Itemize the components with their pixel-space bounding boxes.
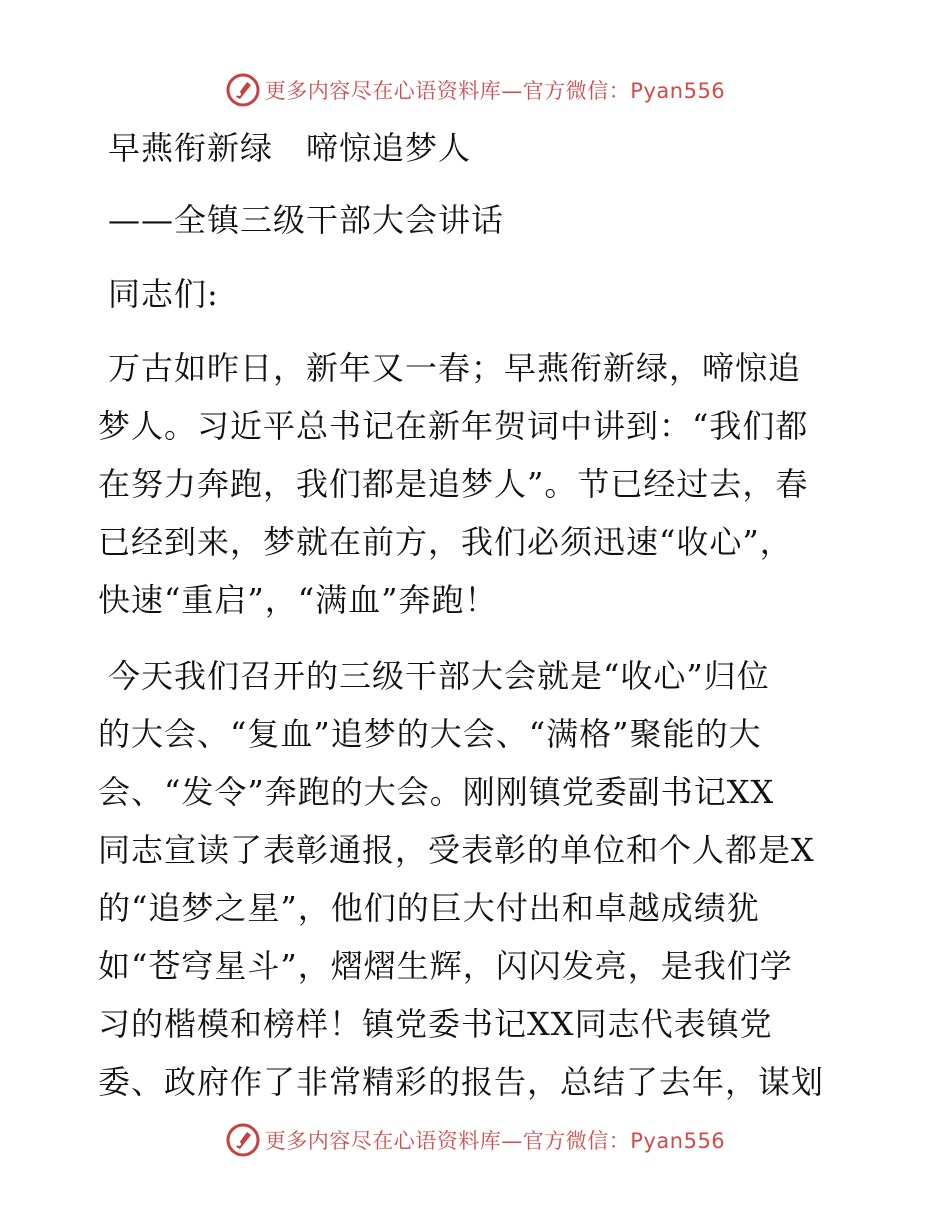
salutation: 同志们: [108, 275, 219, 313]
paragraph-line: 的大会、“复血”追梦的大会、“满格”聚能的大 [98, 715, 762, 753]
paragraph-line: 在努力奔跑，我们都是追梦人”。节已经过去，春 [98, 465, 809, 503]
watermark-text: 更多内容尽在心语资料库—官方微信：Pyan556 [264, 79, 726, 103]
quill-logo-icon [225, 72, 261, 108]
quill-logo-icon [225, 1122, 261, 1158]
paragraph-line: 已经到来，梦就在前方，我们必须迅速“收心”， [98, 523, 793, 561]
watermark-footer [0, 1120, 950, 1160]
paragraph-line: 同志宣读了表彰通报，受表彰的单位和个人都是X [98, 831, 815, 869]
document-subtitle: ——全镇三级干部大会讲话 [108, 201, 505, 239]
paragraph-line: 委、政府作了非常精彩的报告，总结了去年，谋划 [98, 1063, 825, 1101]
paragraph-line: 习的楷模和榜样！镇党委书记XX同志代表镇党 [98, 1005, 773, 1043]
paragraph-line: 快速“重启”，“满血”奔跑！ [98, 581, 498, 619]
watermark-text: 更多内容尽在心语资料库—官方微信：Pyan556 [264, 1129, 726, 1153]
paragraph-line: 今天我们召开的三级干部大会就是“收心”归位 [108, 657, 770, 695]
paragraph-line: 的“追梦之星”，他们的巨大付出和卓越成绩犹 [98, 889, 760, 927]
paragraph-line: 梦人。习近平总书记在新年贺词中讲到：“我们都 [98, 407, 809, 445]
watermark-header [0, 70, 950, 110]
paragraph-line: 万古如昨日，新年又一春；早燕衔新绿，啼惊追 [108, 349, 802, 387]
paragraph-line: 会、“发令”奔跑的大会。刚刚镇党委副书记XX [98, 773, 775, 811]
document-title: 早燕衔新绿 啼惊追梦人 [108, 129, 472, 167]
paragraph-line: 如“苍穹星斗”，熠熠生辉，闪闪发亮，是我们学 [98, 947, 793, 985]
